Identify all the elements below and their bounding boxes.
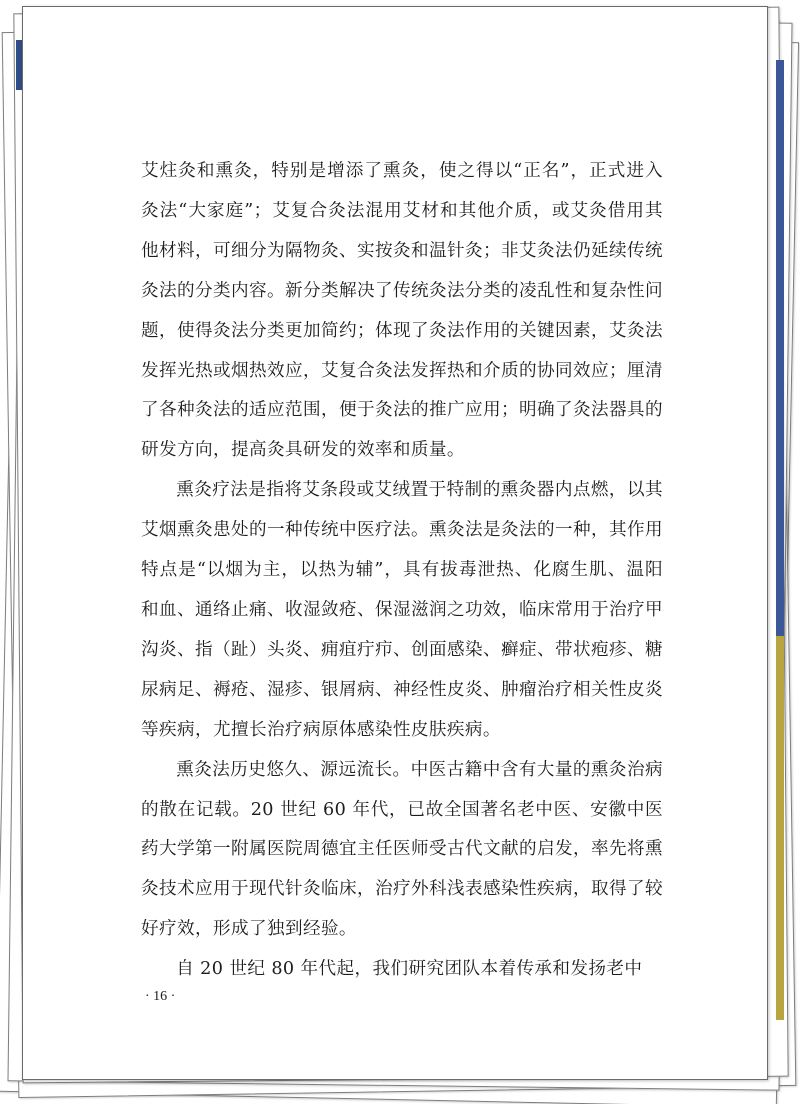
body-text	[141, 152, 663, 990]
paragraph-2: 熏灸疗法是指将艾条段或艾绒置于特制的熏灸器内点燃，以其艾烟熏灸患处的一种传统中医疗法。熏灸法是灸法的一种，其作用特点是“以烟为主，以热为辅”，具有拔毒泄热、化腐生肌、温阳和血、通络止痛、收湿敛疮、保湿滋润之功效，临床常用于治疗甲沟炎、指（趾）头炎、痈疽疔疖、创面感染、癣症、带状疱疹、糖尿病足、褥疮、湿疹、银屑病、神经性皮炎、肿瘤治疗相关性皮炎等疾病，尤擅长治疗病原体感染性皮肤疾病。	[141, 480, 663, 740]
page-number: · 16 ·	[145, 989, 176, 1004]
cover-edge-right	[776, 60, 784, 1020]
paragraph-4: 自 20 世纪 80 年代起，我们研究团队本着传承和发扬老中	[176, 959, 643, 980]
paragraph-3: 熏灸法历史悠久、源远流长。中医古籍中含有大量的熏灸治病的散在记载。20 世纪 60 年代，已故全国著名老中医、安徽中医药大学第一附属医院周德宜主任医师受古代文献的启发，率先将熏灸技术应用于现代针灸临床，治疗外科浅表感染性疾病，取得了较好疗效，形成了独到经验。	[141, 759, 663, 940]
paragraph-1: 艾炷灸和熏灸，特别是增添了熏灸，使之得以“正名”，正式进入灸法“大家庭”；艾复合灸法混用艾材和其他介质，或艾灸借用其他材料，可细分为隔物灸、实按灸和温针灸；非艾灸法仍延续传统灸法的分类内容。新分类解决了传统灸法分类的凌乱性和复杂性问题，使得灸法分类更加简约；体现了灸法作用的关键因素，艾灸法发挥光热或烟热效应，艾复合灸法发挥热和介质的协同效应；厘清了各种灸法的适应范围，便于灸法的推广应用；明确了灸法器具的研发方向，提高灸具研发的效率和质量。	[141, 161, 663, 461]
front-page	[22, 6, 768, 1080]
